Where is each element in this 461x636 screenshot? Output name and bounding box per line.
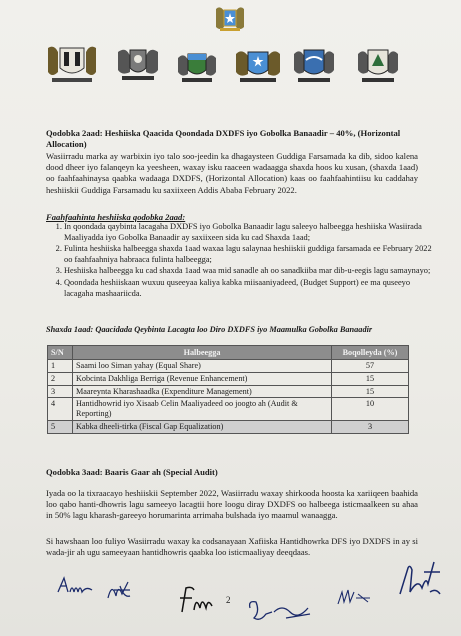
- table-cell-value: 15: [332, 385, 409, 398]
- signature-3: [176, 584, 216, 616]
- table-row: [48, 420, 409, 433]
- signature-6: [394, 558, 444, 600]
- signature-2: [104, 578, 134, 600]
- signature-1: [56, 574, 96, 596]
- table-header-sn: S/N: [48, 346, 73, 360]
- table-cell-name: Kobcinta Dakhliga Berriga (Revenue Enhancement): [73, 372, 332, 385]
- table-header-percent: Boqolleyda (%): [332, 346, 409, 360]
- section2-heading: Qodobka 2aad: Heshiiska Qaacida Qoondada DXDFS iyo Gobolka Banaadir – 40%, (Horizontal Allocation): [46, 128, 401, 150]
- section2-list: [46, 222, 436, 300]
- table-cell-sn: 2: [48, 372, 73, 385]
- table-header-halbeegga: Halbeegga: [73, 346, 332, 360]
- table-cell-value: 15: [332, 372, 409, 385]
- table-header-row: [48, 346, 409, 360]
- section2-paragraph: Wasiirradu marka ay warbixin iyo talo soo-jeedin ka dhagaysteen Guddiga Farsamada ka dib, sidoo kalena dood dheer iyo falanqeyn ka yeesheen, waxay isku raaceen wadaagga shaxda hoos ku xusan, (shaxda 1aad) oo faahfaahinaysa qaabka wadaaga DXDFS, (Horizontal Allocation) kaas oo faahfaahintiisu ku caddahay heshiiskii Guddiga Farsamadu ku saxiixeen Addis Ababa February 2022.: [46, 151, 418, 195]
- table-cell-name: Maareynta Kharashaadka (Expenditure Management): [73, 385, 332, 398]
- table-cell-name: Hantidhowrid iyo Xisaab Celin Maaliyadeed oo joogto ah (Audit & Reporting): [73, 398, 332, 421]
- list-item: 2. Fulinta heshiiska halbeegga shaxda 1aad waxaa lagu salaynaa heshiiskii guddiga farsamada ee February 2022 oo faahfaahniya habraaca fulinta halbeegga;: [64, 244, 436, 265]
- state-emblem-4-icon: [232, 46, 284, 84]
- state-emblem-2-icon: [114, 44, 162, 82]
- signature-4: [246, 598, 316, 624]
- table-cell-sn: 5: [48, 420, 73, 433]
- table-row: [48, 398, 409, 421]
- list-item: 3. Heshiiska halbeegga ku cad shaxda 1aad waa mid sanadle ah oo sanadkiiba mar dib-u-eegis lagu samaynayo;: [64, 266, 436, 277]
- table-row: [48, 385, 409, 398]
- allocation-table: [47, 345, 409, 434]
- table-cell-name: Saami loo Siman yahay (Equal Share): [73, 360, 332, 373]
- section3-heading: Qodobka 3aad: Baaris Gaar ah (Special Audit): [46, 467, 218, 477]
- state-emblem-6-icon: [354, 44, 402, 84]
- state-emblem-5-icon: [290, 44, 338, 84]
- table-cell-value: 10: [332, 398, 409, 421]
- table-cell-sn: 1: [48, 360, 73, 373]
- table-cell-sn: 4: [48, 398, 73, 421]
- list-item: 4. Qoondada heshiiskaan wuxuu quseeyaa kaliya kabka miisaaniyadeed, (Budget Support) ee ma quseeyo lacagaha mashaariicda.: [64, 278, 436, 299]
- table-row: [48, 372, 409, 385]
- page-number: 2: [226, 595, 231, 605]
- table-cell-value: 3: [332, 420, 409, 433]
- table-cell-name: Kabka dheeli-tirka (Fiscal Gap Equalization): [73, 420, 332, 433]
- emblems-header: [0, 0, 461, 95]
- table-cell-sn: 3: [48, 385, 73, 398]
- list-item: 1. In qoondada qaybinta lacagaha DXDFS iyo Gobolka Banaadir lagu saleeyo halbeegga heshiiska Wasiirada Maaliyadda iyo Gobolka Banaadir ay saxiixeen sida ku cad Shaxda 1aad;: [64, 222, 436, 243]
- somalia-coat-of-arms-icon: [212, 5, 248, 33]
- table-row: [48, 360, 409, 373]
- section3-paragraph-2: Si hawshaan loo fuliyo Wasiirradu waxay ka codsanayaan Xafiiska Hantidhowrka DFS iyo DXDFS in ay si wada-jir ah ugu sameeyaan hantidhowris qaabka loo isticmaaliyay deeqdaas.: [46, 536, 418, 558]
- signature-5: [334, 584, 374, 608]
- table-caption: Shaxda 1aad: Qaacidada Qeybinta Lacagta loo Diro DXDFS iyo Maamulka Gobolka Banaadir: [46, 325, 373, 334]
- table-cell-value: 57: [332, 360, 409, 373]
- state-emblem-3-icon: [174, 48, 220, 84]
- section3-paragraph-1: Iyada oo la tixraacayo heshiiskii September 2022, Wasiirradu waxay shirkooda hoosta ka xariiqeen baahida loo qabo hanti-dhowris lagu sameeyo lacagtii hore loogu diray DXDFS oo halbeega isticmaalkeen su ahaa in 50% lagu kharash-gareeyo horumarinta arrimaha bulshada iyo maamul wanaagga.: [46, 488, 418, 521]
- state-emblem-1-icon: [44, 42, 100, 84]
- section2-subheading: Faahfaahinta heshiiska qodobka 2aad:: [46, 212, 186, 222]
